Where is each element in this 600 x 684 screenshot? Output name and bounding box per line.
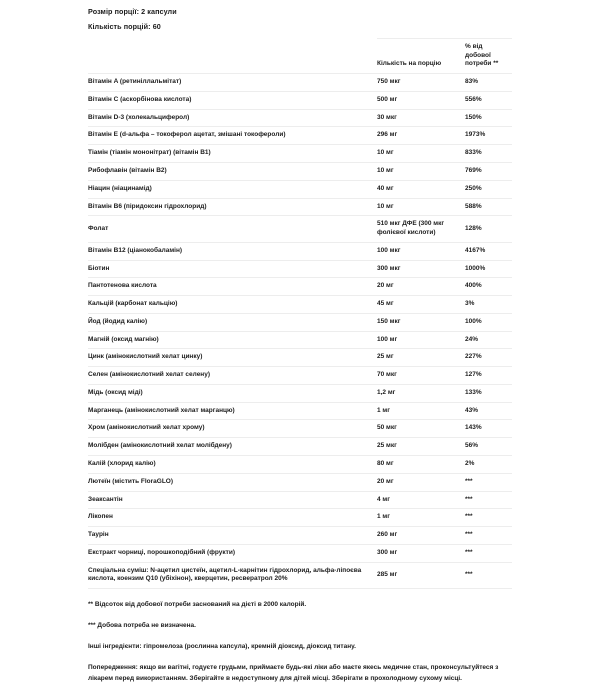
nutrient-name: Зеаксантін <box>88 491 377 509</box>
nutrient-amount: 20 мг <box>377 278 465 296</box>
servings-per-container-line <box>88 22 600 32</box>
table-row <box>88 331 512 349</box>
table-row <box>88 74 512 92</box>
nutrient-daily-value: 227% <box>465 349 512 367</box>
nutrient-daily-value: 3% <box>465 296 512 314</box>
table-row <box>88 491 512 509</box>
nutrient-amount: 260 мг <box>377 527 465 545</box>
table-header-row <box>88 38 512 73</box>
servings-per-container-label: Кількість порцій: <box>88 22 151 32</box>
nutrient-daily-value: 556% <box>465 91 512 109</box>
serving-information <box>0 0 600 33</box>
column-header-amount-per-serving: Кількість на порцію <box>377 38 465 73</box>
nutrient-name: Тіамін (тіамін мононітрат) (вітамін B1) <box>88 145 377 163</box>
column-header-daily-value: % від добової потреби ** <box>465 38 512 73</box>
nutrient-name: Хром (амінокислотний хелат хрому) <box>88 420 377 438</box>
nutrient-amount: 100 мг <box>377 331 465 349</box>
table-row <box>88 109 512 127</box>
nutrient-name: Мідь (оксид міді) <box>88 384 377 402</box>
nutrient-name: Цинк (амінокислотний хелат цинку) <box>88 349 377 367</box>
nutrient-amount: 10 мг <box>377 163 465 181</box>
nutrient-daily-value: 127% <box>465 367 512 385</box>
nutrient-amount: 100 мкг <box>377 242 465 260</box>
table-row <box>88 278 512 296</box>
nutrient-daily-value: 100% <box>465 313 512 331</box>
nutrient-name: Молібден (амінокислотний хелат молібдену) <box>88 438 377 456</box>
nutrient-name: Вітамін B12 (ціанокобаламін) <box>88 242 377 260</box>
nutrient-daily-value: 4167% <box>465 242 512 260</box>
nutrient-name: Марганець (амінокислотний хелат марганцю) <box>88 402 377 420</box>
table-row <box>88 180 512 198</box>
other-ingredients: Інші інгредієнти: гіпромелоза (рослинна капсула), кремній діоксид, діоксид титану. <box>88 643 356 651</box>
footnote-daily-value: ** Відсоток від добової потреби заснований на дієті в 2000 калорій. <box>88 601 307 609</box>
serving-size-value: 2 капсули <box>141 7 177 16</box>
nutrient-amount: 20 мг <box>377 473 465 491</box>
nutrient-daily-value: 588% <box>465 198 512 216</box>
nutrient-daily-value: 1000% <box>465 260 512 278</box>
nutrient-name: Біотин <box>88 260 377 278</box>
nutrient-daily-value: 1973% <box>465 127 512 145</box>
nutrient-daily-value: *** <box>465 473 512 491</box>
nutrient-amount: 70 мкг <box>377 367 465 385</box>
nutrient-name: Лютеїн (містить FloraGLO) <box>88 473 377 491</box>
nutrient-name: Спеціальна суміш: N-ацетил цистеїн, ацетил-L-карнітин гідрохлорид, альфа-ліпоєва кислота, коензим Q10 (убіхінон), кверцетин, ресвератрол 20% <box>88 562 377 589</box>
nutrient-amount: 30 мкг <box>377 109 465 127</box>
nutrient-amount: 50 мкг <box>377 420 465 438</box>
nutrient-amount: 45 мг <box>377 296 465 314</box>
nutrient-daily-value: *** <box>465 491 512 509</box>
table-row <box>88 349 512 367</box>
nutrient-daily-value: 400% <box>465 278 512 296</box>
nutrient-amount: 500 мг <box>377 91 465 109</box>
nutrient-name: Вітамін C (аскорбінова кислота) <box>88 91 377 109</box>
table-row <box>88 198 512 216</box>
nutrient-daily-value: 769% <box>465 163 512 181</box>
nutrient-amount: 80 мг <box>377 456 465 474</box>
footnotes-section <box>88 600 512 684</box>
nutrient-daily-value: 83% <box>465 74 512 92</box>
supplement-facts-table <box>88 38 512 589</box>
nutrient-name: Ніацин (ніацинамід) <box>88 180 377 198</box>
nutrient-amount: 300 мг <box>377 544 465 562</box>
nutrient-amount: 10 мг <box>377 198 465 216</box>
table-row <box>88 163 512 181</box>
nutrient-amount: 1 мг <box>377 402 465 420</box>
nutrient-amount: 510 мкг ДФЕ (300 мкг фолієвої кислоти) <box>377 216 465 243</box>
table-row <box>88 296 512 314</box>
nutrient-name: Йод (йодид калію) <box>88 313 377 331</box>
nutrient-daily-value: 150% <box>465 109 512 127</box>
table-row <box>88 145 512 163</box>
nutrient-name: Екстракт чорниці, порошкоподібний (фрукти) <box>88 544 377 562</box>
nutrient-daily-value: 133% <box>465 384 512 402</box>
table-row <box>88 127 512 145</box>
nutrient-amount: 150 мкг <box>377 313 465 331</box>
nutrient-daily-value: 24% <box>465 331 512 349</box>
nutrient-name: Вітамін E (d-альфа – токоферол ацетат, змішані токофероли) <box>88 127 377 145</box>
nutrient-daily-value: 2% <box>465 456 512 474</box>
serving-size-label: Розмір порції: <box>88 7 140 16</box>
nutrient-daily-value: 833% <box>465 145 512 163</box>
nutrient-amount: 296 мг <box>377 127 465 145</box>
nutrient-amount: 1 мг <box>377 509 465 527</box>
nutrient-daily-value: 128% <box>465 216 512 243</box>
table-row <box>88 420 512 438</box>
nutrient-amount: 750 мкг <box>377 74 465 92</box>
table-row <box>88 216 512 243</box>
nutrient-amount: 300 мкг <box>377 260 465 278</box>
table-row <box>88 384 512 402</box>
nutrient-daily-value: *** <box>465 527 512 545</box>
nutrient-name: Пантотенова кислота <box>88 278 377 296</box>
table-row <box>88 242 512 260</box>
nutrient-name: Вітамін A (ретиніллальмітат) <box>88 74 377 92</box>
nutrient-daily-value: 143% <box>465 420 512 438</box>
nutrient-daily-value: 56% <box>465 438 512 456</box>
table-row <box>88 260 512 278</box>
nutrient-name: Калій (хлорид калію) <box>88 456 377 474</box>
nutrient-amount: 10 мг <box>377 145 465 163</box>
footnote-not-determined: *** Добова потреба не визначена. <box>88 622 196 630</box>
warning-text: Попередження: якщо ви вагітні, годуєте грудьми, приймаєте будь-які ліки або маєте якесь медичне стан, проконсультуйтеся з лікарем перед використанням. Зберігайте в недоступному для дітей місці. Зберігати в прохолодному сухому місці. <box>88 664 499 682</box>
table-header <box>88 38 512 73</box>
nutrient-name: Лікопен <box>88 509 377 527</box>
table-row <box>88 313 512 331</box>
nutrient-name: Вітамін D-3 (холекальциферол) <box>88 109 377 127</box>
nutrient-amount: 4 мг <box>377 491 465 509</box>
table-row <box>88 544 512 562</box>
nutrient-amount: 40 мг <box>377 180 465 198</box>
serving-size-line <box>88 7 600 17</box>
table-row <box>88 527 512 545</box>
nutrient-amount: 25 мкг <box>377 438 465 456</box>
nutrient-name: Кальцій (карбонат кальцію) <box>88 296 377 314</box>
nutrient-name: Вітамін B6 (піридоксин гідрохлорид) <box>88 198 377 216</box>
table-row <box>88 509 512 527</box>
table-row <box>88 562 512 589</box>
nutrient-amount: 25 мг <box>377 349 465 367</box>
nutrient-daily-value: *** <box>465 509 512 527</box>
table-row <box>88 438 512 456</box>
nutrient-name: Селен (амінокислотний хелат селену) <box>88 367 377 385</box>
column-header-nutrient <box>88 38 377 73</box>
table-row <box>88 91 512 109</box>
nutrient-name: Таурін <box>88 527 377 545</box>
nutrient-amount: 285 мг <box>377 562 465 589</box>
nutrient-daily-value: 250% <box>465 180 512 198</box>
nutrient-name: Рибофлавін (вітамін B2) <box>88 163 377 181</box>
nutrient-daily-value: *** <box>465 544 512 562</box>
servings-per-container-value: 60 <box>152 22 161 32</box>
nutrient-daily-value: 43% <box>465 402 512 420</box>
table-row <box>88 402 512 420</box>
nutrient-name: Фолат <box>88 216 377 243</box>
table-row <box>88 456 512 474</box>
table-row <box>88 473 512 491</box>
nutrient-amount: 1,2 мг <box>377 384 465 402</box>
table-row <box>88 367 512 385</box>
nutrient-daily-value: *** <box>465 562 512 589</box>
table-body <box>88 74 512 589</box>
nutrient-name: Магній (оксид магнію) <box>88 331 377 349</box>
